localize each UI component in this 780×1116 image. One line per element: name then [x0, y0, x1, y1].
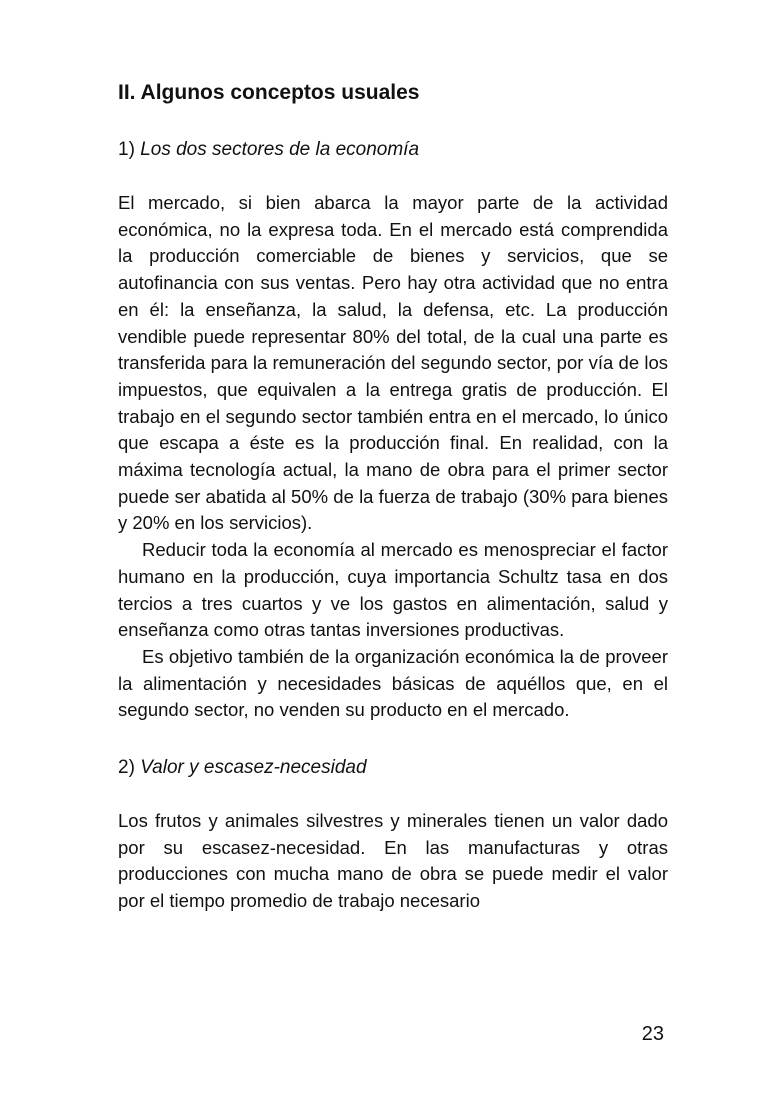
- subsection-title: Los dos sectores de la economía: [140, 139, 420, 160]
- body-paragraph: Los frutos y animales silvestres y minerales tienen un valor dado por su escasez-necesidad. En las manufacturas y otras producciones con mucha mano de obra se puede medir el valor por el tiempo promedio de trabajo necesario: [118, 810, 668, 912]
- subsection-number: 1): [118, 139, 135, 160]
- section-heading: II. Algunos conceptos usuales: [118, 81, 420, 104]
- subsection-title: Valor y escasez-necesidad: [140, 757, 367, 779]
- body-paragraph: Reducir toda la economía al mercado es menospreciar el factor humano en la producción, cuya importancia Schultz tasa en dos tercios a tres cuartos y ve los gastos en alimentación, salud y enseñanza como otras tantas inversiones productivas.: [118, 539, 668, 641]
- subsection-heading-2: [118, 754, 668, 782]
- page-content: [118, 78, 668, 915]
- body-paragraph: Es objetivo también de la organización económica la de proveer la alimentación y necesidades básicas de aquéllos que, en el segundo sector, no venden su producto en el mercado.: [118, 645, 668, 721]
- body-paragraph: El mercado, si bien abarca la mayor parte de la actividad económica, no la expresa toda. En el mercado está comprendida la producción comerciable de bienes y servicios, que se autofinancia con sus ventas. Pero hay otra actividad que no entra en él: la enseñanza, la salud, la defensa, etc. La producción vendible puede representar 80% del total, de la cual una parte es transferida para la remuneración del segundo sector, por vía de los impuestos, que equivalen a la entrega gratis de producción. El trabajo en el segundo sector también entra en el mercado, lo único que escapa a éste es la producción final. En realidad, con la máxima tecnología actual, la mano de obra para el primer sector puede ser abatida al 50% de la fuerza de trabajo (30% para bienes y 20% en los servicios).: [118, 192, 668, 534]
- page-number: 23: [641, 1023, 664, 1045]
- subsection-number: 2): [118, 757, 135, 779]
- subsection-heading-1: [118, 136, 668, 164]
